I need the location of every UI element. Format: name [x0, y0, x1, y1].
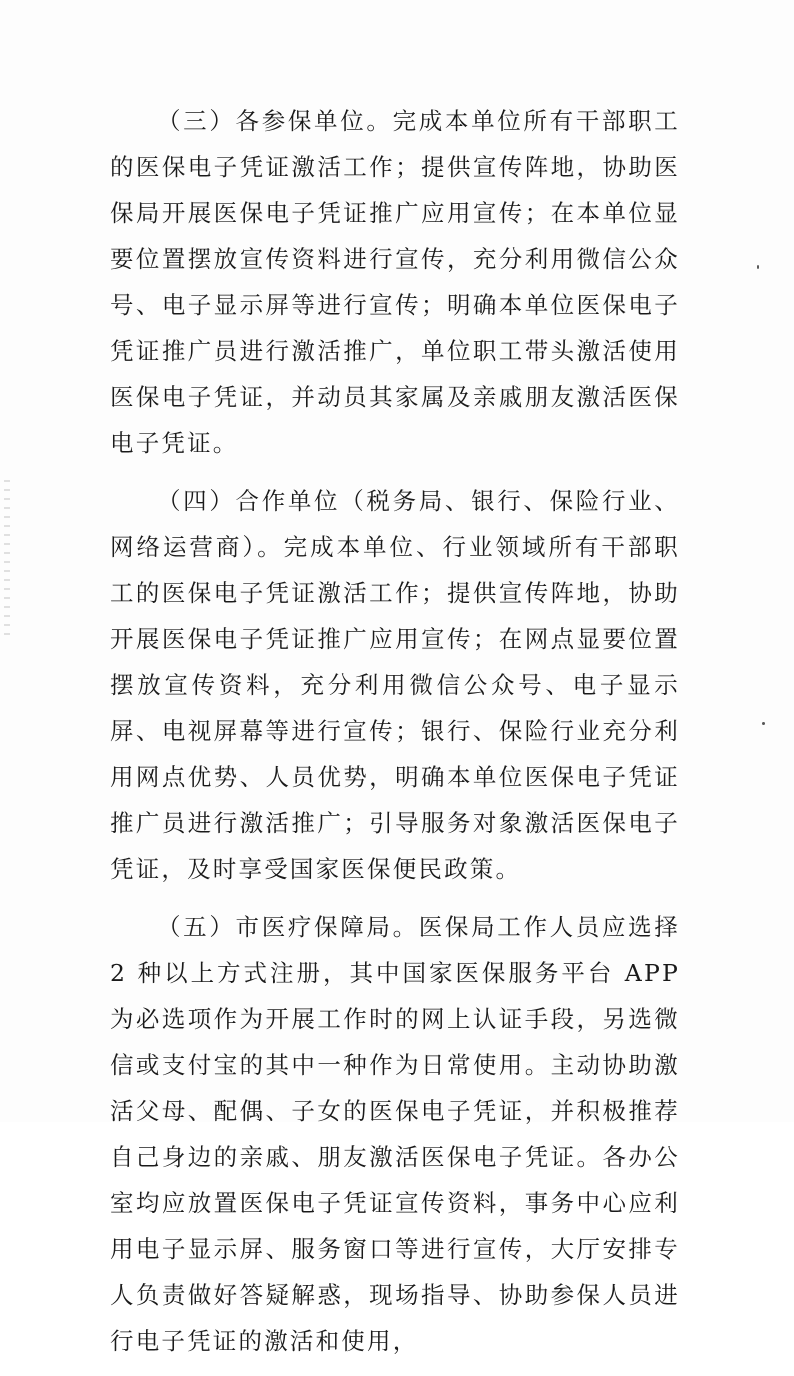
paragraph-heading: （五）市医疗保障局。	[157, 913, 419, 941]
paragraph-text: 完成本单位、行业领域所有干部职工的医保电子凭证激活工作；提供宣传阵地，协助开展医保电子凭证推广应用宣传；在网点显要位置摆放宣传资料，充分利用微信公众号、电子显示屏、电视屏幕等进行宣传；银行、保险行业充分利用网点优势、人员优势，明确本单位医保电子凭证推广员进行激活推广；引导服务对象激活医保电子凭证，及时享受国家医保便民政策。	[110, 533, 681, 883]
paragraph-heading: （三）各参保单位。	[157, 107, 393, 135]
speck	[762, 722, 765, 725]
scan-edge-artifact	[4, 480, 10, 640]
paragraph-participating-units	[110, 98, 680, 466]
paragraph-text: 医保局工作人员应选择 2 种以上方式注册，其中国家医保服务平台 APP 为必选项作为开展工作时的网上认证手段，另选微信或支付宝的其中一种作为日常使用。主动协助激活父母、配偶、子女的医保电子凭证，并积极推荐自己身边的亲戚、朋友激活医保电子凭证。各办公室均应放置医保电子凭证宣传资料，事务中心应利用电子显示屏、服务窗口等进行宣传，大厅安排专人负责做好答疑解惑，现场指导、协助参保人员进行电子凭证的激活和使用，	[110, 913, 681, 1355]
document-body	[110, 98, 680, 1376]
speck	[757, 265, 759, 269]
paragraph-heading: （四）合作单位（税务局、银行、保险行业、网络运营商）。	[110, 487, 680, 561]
paragraph-cooperative-units	[110, 478, 680, 892]
paragraph-text: 完成本单位所有干部职工的医保电子凭证激活工作；提供宣传阵地，协助医保局开展医保电子凭证推广应用宣传；在本单位显要位置摆放宣传资料进行宣传，充分利用微信公众号、电子显示屏等进行宣传；明确本单位医保电子凭证推广员进行激活推广，单位职工带头激活使用医保电子凭证，并动员其家属及亲戚朋友激活医保电子凭证。	[110, 107, 680, 457]
paragraph-medical-security-bureau	[110, 904, 680, 1364]
